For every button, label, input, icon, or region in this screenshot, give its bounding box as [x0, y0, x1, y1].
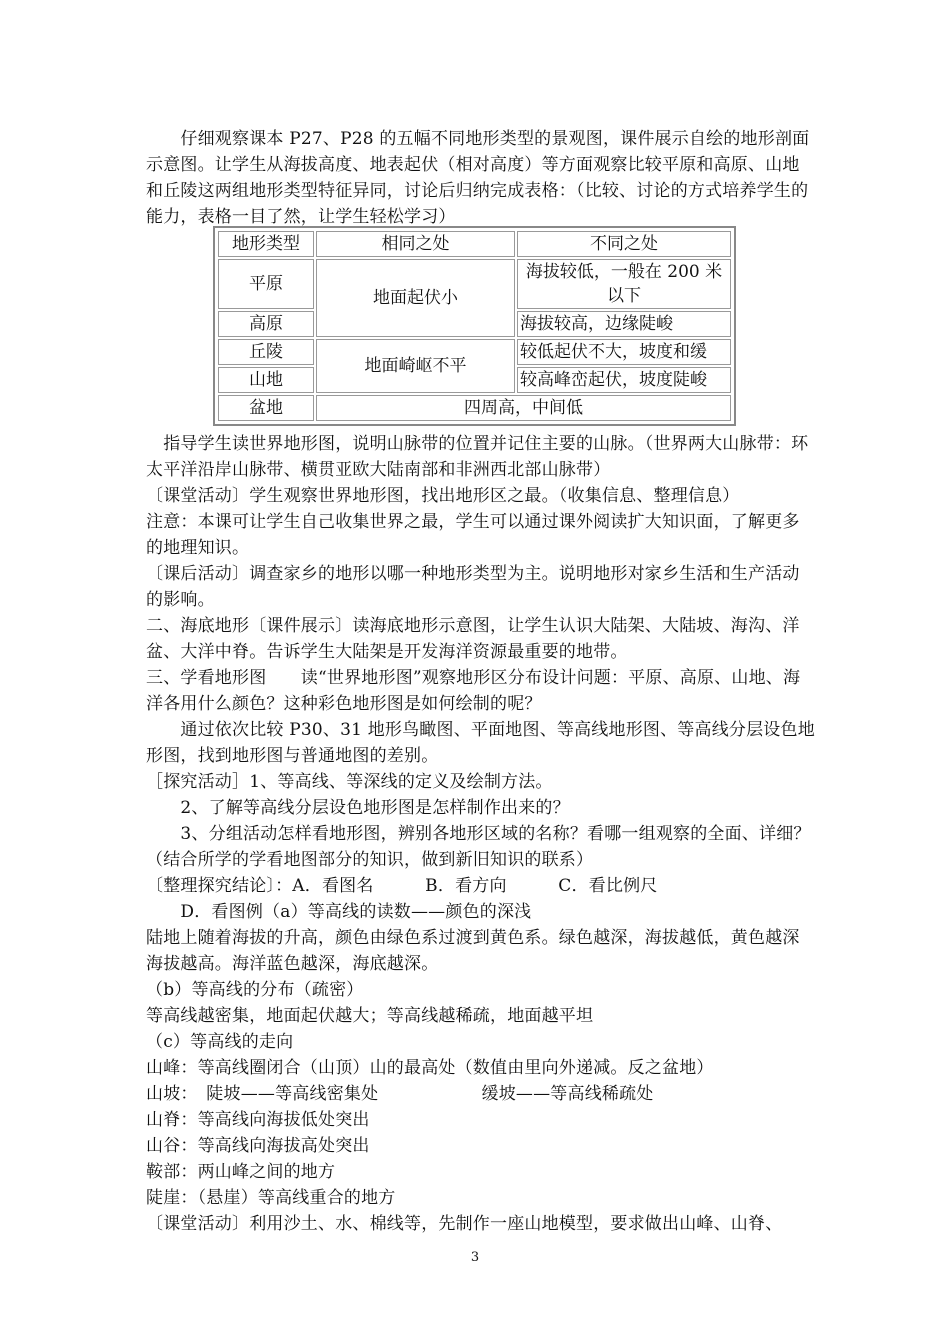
body-paragraph: 三、学看地形图 读“世界地形图”观察地形区分布设计问题：平原、高原、山地、海洋各用什么颜色？这种彩色地形图是如何绘制的呢？ — [146, 668, 801, 714]
body-paragraph: 注意：本课可让学生自己收集世界之最，学生可以通过课外阅读扩大知识面，了解更多的地理知识。 — [146, 512, 800, 558]
page-number: 3 — [470, 1250, 480, 1265]
body-paragraph: 陆地上随着海拔的升高，颜色由绿色系过渡到黄色系。绿色越深，海拔越低，黄色越深海拔越高。海洋蓝色越深，海底越深。 — [146, 928, 800, 974]
body-paragraph: 2、了解等高线分层设色地形图是怎样制作出来的？ — [146, 798, 570, 818]
terrain-comparison-table — [213, 226, 736, 426]
body-paragraph: 通过依次比较 P30、31 地形鸟瞰图、平面地图、等高线地形图、等高线分层设色地形图，找到地形图与普通地图的差别。 — [146, 720, 815, 766]
cell-group1-same: 地面起伏小 — [316, 259, 515, 337]
body-paragraph: 指导学生读世界地形图，说明山脉带的位置并记住主要的山脉。（世界两大山脉带：环太平洋沿岸山脉带、横贯亚欧大陆南部和非洲西北部山脉带） — [146, 434, 809, 480]
body-paragraph: 〔课堂活动〕学生观察世界地形图，找出地形区之最。（收集信息、整理信息） — [146, 486, 740, 506]
body-paragraph: 山峰：等高线圈闭合（山顶）山的最高处（数值由里向外递减。反之盆地） — [146, 1058, 714, 1078]
table-row — [218, 395, 731, 421]
body-paragraph: 〔课堂活动〕利用沙土、水、棉线等，先制作一座山地模型，要求做出山峰、山脊、 — [146, 1214, 783, 1234]
body-paragraph: ［探究活动］1、等高线、等深线的定义及绘制方法。 — [146, 772, 553, 792]
cell-group2-same: 地面崎岖不平 — [316, 339, 515, 393]
table-row — [218, 339, 731, 365]
body-paragraph: 鞍部：两山峰之间的地方 — [146, 1162, 336, 1182]
header-terrain-type: 地形类型 — [218, 231, 314, 257]
body-paragraph: 二、海底地形〔课件展示〕读海底地形示意图，让学生认识大陆架、大陆坡、海沟、洋盆、大洋中脊。告诉学生大陆架是开发海洋资源最重要的地带。 — [146, 616, 800, 662]
header-similarity: 相同之处 — [316, 231, 515, 257]
body-paragraph: （c）等高线的走向 — [146, 1032, 294, 1052]
cell-hills-diff: 较低起伏不大，坡度和缓 — [517, 339, 731, 365]
cell-plateau-diff: 海拔较高，边缘陡峻 — [517, 311, 731, 337]
body-paragraph: D．看图例（a）等高线的读数——颜色的深浅 — [146, 902, 532, 922]
intro-paragraph: 仔细观察课本 P27、P28 的五幅不同地形类型的景观图，课件展示自绘的地形剖面示意图。让学生从海拔高度、地表起伏（相对高度）等方面观察比较平原和高原、山地和丘陵这两组地形类型特征异同，讨论后归纳完成表格：（比较、讨论的方式培养学生的能力，表格一目了然，让学生轻松学习） — [146, 129, 810, 227]
body-paragraph: 山坡： 陡坡——等高线密集处 缓坡——等高线稀疏处 — [146, 1084, 654, 1104]
cell-hills: 丘陵 — [218, 339, 314, 365]
cell-mountain: 山地 — [218, 367, 314, 393]
cell-basin-same: 四周高，中间低 — [316, 395, 731, 421]
body-paragraph: 〔课后活动〕调查家乡的地形以哪一种地形类型为主。说明地形对家乡生活和生产活动的影响。 — [146, 564, 800, 610]
cell-plateau: 高原 — [218, 311, 314, 337]
body-paragraph: 等高线越密集，地面起伏越大；等高线越稀疏，地面越平坦 — [146, 1006, 594, 1026]
cell-plain-diff: 海拔较低，一般在 200 米以下 — [517, 259, 731, 309]
body-paragraph: 〔整理探究结论〕：A．看图名 B．看方向 C．看比例尺 — [146, 876, 658, 896]
body-paragraph: 山脊：等高线向海拔低处突出 — [146, 1110, 370, 1130]
cell-mountain-diff: 较高峰峦起伏，坡度陡峻 — [517, 367, 731, 393]
header-difference: 不同之处 — [517, 231, 731, 257]
table-row — [218, 259, 731, 309]
body-paragraph: 3、分组活动怎样看地形图，辨别各地形区域的名称？看哪一组观察的全面、详细？（结合所学的学看地图部分的知识，做到新旧知识的联系） — [146, 824, 811, 870]
cell-plain: 平原 — [218, 259, 314, 309]
body-paragraph: （b）等高线的分布（疏密） — [146, 980, 364, 1000]
body-paragraph: 山谷：等高线向海拔高处突出 — [146, 1136, 370, 1156]
table-header-row — [218, 231, 731, 257]
cell-basin: 盆地 — [218, 395, 314, 421]
body-paragraph: 陡崖：（悬崖）等高线重合的地方 — [146, 1188, 396, 1208]
